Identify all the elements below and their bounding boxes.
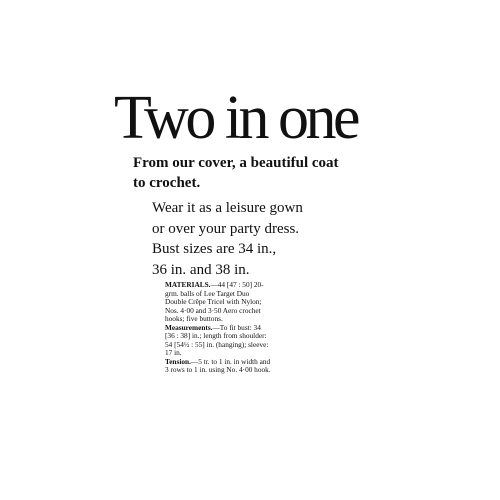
measurements-line: 17 in.	[165, 348, 182, 358]
description-line: Bust sizes are 34 in.,	[152, 241, 277, 257]
measurements-heading: Measurements.	[165, 322, 213, 332]
tension-line: 3 rows to 1 in. using No. 4·00 hook.	[165, 365, 271, 375]
intro-line: From our cover, a beautiful coat	[133, 155, 339, 171]
tension-section	[165, 358, 305, 375]
description-line: or over your party dress.	[152, 220, 300, 237]
description-line: Wear it as a leisure gown	[152, 200, 303, 216]
intro-text	[133, 153, 339, 193]
materials-heading: MATERIALS.	[165, 280, 211, 289]
pattern-details	[165, 281, 305, 375]
materials-line: grm. balls of Lee Target Duo	[165, 288, 250, 298]
intro-line: to crochet.	[133, 175, 201, 191]
materials-section	[165, 281, 305, 324]
measurements-line: 54 [54½ : 55] in. (hanging); sleeve:	[165, 339, 269, 349]
materials-line: hooks; five buttons.	[165, 314, 223, 324]
description-line: 36 in. and 38 in.	[152, 261, 250, 278]
tension-heading: Tension.	[165, 356, 191, 366]
materials-line: Double Crêpe Tricel with Nylon;	[165, 297, 262, 307]
tension-text: —5 tr. to 1 in. in width and	[190, 356, 271, 366]
materials-text: —44 [47 : 50] 20-	[210, 280, 264, 289]
measurements-line: [36 : 38] in.; length from shoulder:	[165, 331, 267, 341]
page-title: Two in one	[114, 84, 358, 152]
measurements-text: —To fit bust: 34	[212, 322, 261, 332]
measurements-section	[165, 324, 305, 358]
materials-line: Nos. 4·00 and 3·50 Aero crochet	[165, 305, 261, 315]
description-text	[152, 198, 303, 280]
